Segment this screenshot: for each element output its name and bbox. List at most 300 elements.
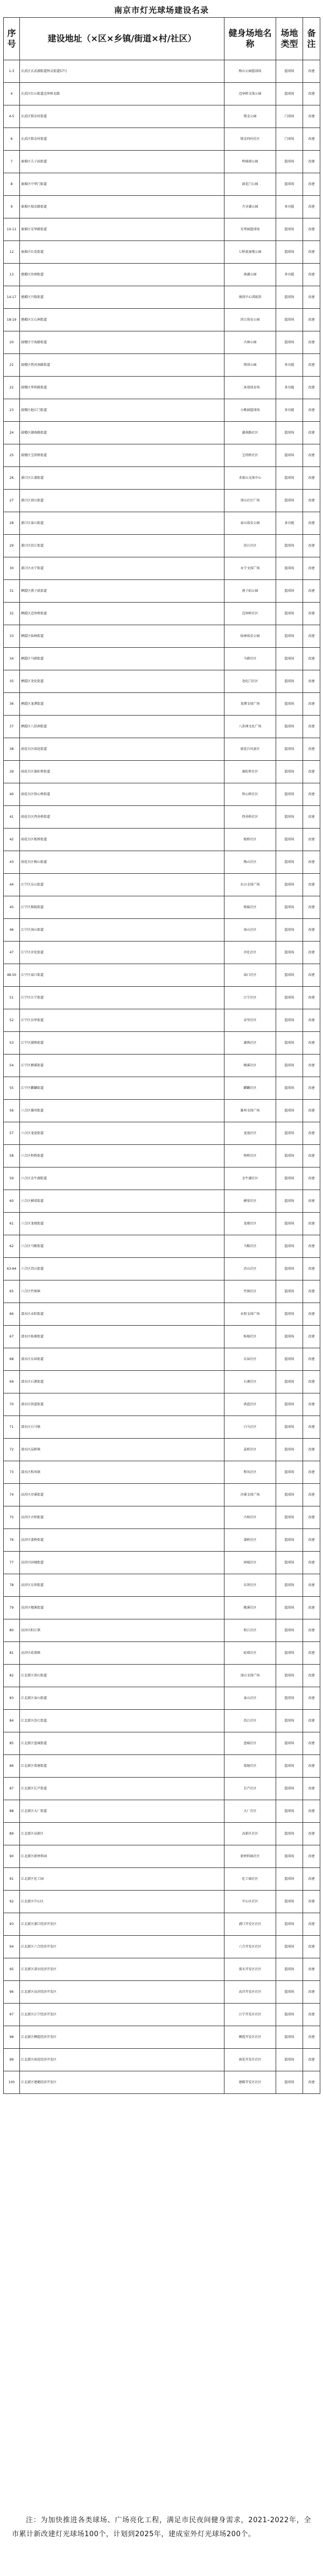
cell-remark: 改建 xyxy=(303,2004,320,2026)
cell-address: 六合区金牛湖街道 xyxy=(20,1167,224,1190)
table-row xyxy=(4,1529,320,1552)
cell-serial: 62 xyxy=(4,1235,20,1258)
table-row xyxy=(4,1213,320,1235)
cell-address: 六合区龙袍街道 xyxy=(20,1213,224,1235)
cell-remark: 改建 xyxy=(303,1552,320,1574)
cell-venue-type: 篮球场 xyxy=(276,309,303,331)
cell-venue-type: 篮球场 xyxy=(276,648,303,670)
cell-venue-type: 篮球场 xyxy=(276,1145,303,1167)
cell-venue-type: 篮球场 xyxy=(276,1755,303,1778)
cell-address: 高淳区淳溪街道 xyxy=(20,1484,224,1506)
cell-address: 栖霞区龙潭街道 xyxy=(20,693,224,716)
cell-venue-name: 龙池社区 xyxy=(224,1122,276,1145)
cell-venue-name: 柘塘社区 xyxy=(224,1326,276,1348)
cell-remark: 改建 xyxy=(303,716,320,738)
table-row xyxy=(4,1823,320,1845)
cell-address: 栖霞区尧化街道 xyxy=(20,670,224,693)
cell-venue-type: 篮球场 xyxy=(276,286,303,309)
cell-venue-name: 顶山社区广场 xyxy=(224,490,276,512)
table-row xyxy=(4,173,320,196)
cell-venue-name: 仙林体育公园 xyxy=(224,625,276,648)
table-row xyxy=(4,1167,320,1190)
cell-venue-name: 马群社区 xyxy=(224,648,276,670)
cell-venue-type: 篮球场 xyxy=(276,151,303,173)
cell-remark: 改建 xyxy=(303,264,320,286)
cell-address: 玄武区锁金村街道 xyxy=(20,105,224,128)
table-row xyxy=(4,1845,320,1868)
cell-address: 江北新区六合经济开发区 xyxy=(20,1936,224,1958)
table-row xyxy=(4,693,320,716)
cell-venue-name: 横梁社区 xyxy=(224,1190,276,1213)
cell-address: 鼓楼区湖南路街道 xyxy=(20,422,224,444)
table-row xyxy=(4,128,320,151)
cell-serial: 61 xyxy=(4,1213,20,1235)
cell-serial: 52 xyxy=(4,1009,20,1032)
cell-venue-name: 明城墙公园 xyxy=(224,151,276,173)
cell-serial: 57 xyxy=(4,1122,20,1145)
cell-remark: 改建 xyxy=(303,738,320,761)
cell-remark: 改建 xyxy=(303,218,320,241)
cell-venue-name: 盘城社区 xyxy=(224,1732,276,1755)
cell-venue-name: 东坝社区 xyxy=(224,1574,276,1597)
cell-venue-type: 篮球场 xyxy=(276,444,303,467)
cell-venue-type: 篮球场 xyxy=(276,829,303,851)
cell-venue-name: 锁金四村社区 xyxy=(224,128,276,151)
cell-venue-name: 八卦洲文化广场 xyxy=(224,716,276,738)
table-row xyxy=(4,467,320,490)
cell-remark: 改建 xyxy=(303,1981,320,2004)
cell-venue-name: 江宁开发区社区 xyxy=(224,2004,276,2026)
cell-address: 鼓楼区宝塔桥街道 xyxy=(20,444,224,467)
cell-serial: 36 xyxy=(4,693,20,716)
table-row xyxy=(4,1439,320,1461)
cell-venue-type: 篮球场 xyxy=(276,1597,303,1619)
cell-venue-name: 沿江社区 xyxy=(224,535,276,557)
cell-address: 江北新区建邺经济开发区 xyxy=(20,2071,224,2094)
cell-venue-name: 奥体中心训练馆 xyxy=(224,286,276,309)
cell-remark: 改建 xyxy=(303,1077,320,1100)
table-row xyxy=(4,716,320,738)
cell-venue-type: 篮球场 xyxy=(276,2026,303,2049)
table-row xyxy=(4,1122,320,1145)
cell-remark: 改建 xyxy=(303,761,320,783)
cell-address: 雨花台区赛虹桥街道 xyxy=(20,761,224,783)
cell-address: 六合区龙池街道 xyxy=(20,1122,224,1145)
cell-venue-type: 篮球场 xyxy=(276,422,303,444)
cell-serial: 21 xyxy=(4,354,20,377)
table-row xyxy=(4,1710,320,1732)
cell-remark: 改建 xyxy=(303,331,320,354)
cell-address: 建邺区兴隆街道 xyxy=(20,286,224,309)
cell-venue-name: 建邺开发区社区 xyxy=(224,2071,276,2094)
table-row xyxy=(4,603,320,625)
header-address: 建设地址（×区×乡镇/街道×村/社区） xyxy=(20,18,224,60)
cell-address: 栖霞区仙林街道 xyxy=(20,625,224,648)
cell-venue-type: 多功能 xyxy=(276,196,303,218)
cell-venue-name: 六合开发区社区 xyxy=(224,1936,276,1958)
cell-venue-name: 固城社区 xyxy=(224,1552,276,1574)
cell-serial: 25 xyxy=(4,444,20,467)
table-row xyxy=(4,1416,320,1439)
cell-venue-name: 绣球公园 xyxy=(224,354,276,377)
cell-venue-type: 篮球场 xyxy=(276,942,303,964)
cell-serial: 56 xyxy=(4,1100,20,1122)
cell-address: 江宁区淳化街道 xyxy=(20,942,224,964)
cell-serial: 6 xyxy=(4,128,20,151)
cell-remark: 改建 xyxy=(303,1574,320,1597)
cell-address: 建邺区沙洲街道 xyxy=(20,264,224,286)
cell-venue-type: 篮球场 xyxy=(276,467,303,490)
cell-venue-type: 篮球场 xyxy=(276,1958,303,1981)
cell-venue-name: 迈皋桥文体公园 xyxy=(224,83,276,105)
header-venue-type: 场地类型 xyxy=(276,18,303,60)
cell-serial: 79 xyxy=(4,1597,20,1619)
table-row xyxy=(4,1574,320,1597)
cell-remark: 改建 xyxy=(303,1823,320,1845)
cell-address: 鼓楼区华侨路街道 xyxy=(20,377,224,399)
cell-venue-type: 篮球场 xyxy=(276,716,303,738)
table-row xyxy=(4,670,320,693)
table-row xyxy=(4,512,320,535)
cell-serial: 71 xyxy=(4,1416,20,1439)
cell-address: 浦口区泰山街道 xyxy=(20,512,224,535)
cell-venue-name: 马鞍社区 xyxy=(224,1235,276,1258)
cell-venue-type: 篮球场 xyxy=(276,1213,303,1235)
cell-address: 玄武区玄武湖街道钟灵街道57号 xyxy=(20,60,224,83)
cell-remark: 改建 xyxy=(303,1258,320,1280)
cell-remark: 改建 xyxy=(303,1348,320,1371)
cell-remark: 改建 xyxy=(303,829,320,851)
cell-venue-name: 顶山文体广场 xyxy=(224,1665,276,1687)
cell-serial: 96 xyxy=(4,1981,20,2004)
cell-address: 江北新区大厂街道 xyxy=(20,1800,224,1823)
cell-serial: 81 xyxy=(4,1642,20,1665)
table-row xyxy=(4,1393,320,1416)
cell-venue-type: 篮球场 xyxy=(276,557,303,580)
cell-venue-name: 麒麟社区 xyxy=(224,1077,276,1100)
cell-address: 溧水区东屏街道 xyxy=(20,1348,224,1371)
cell-remark: 改建 xyxy=(303,625,320,648)
cell-address: 浦口区江浦街道 xyxy=(20,467,224,490)
cell-address: 江宁区东山街道 xyxy=(20,874,224,896)
cell-venue-name: 梅山社区 xyxy=(224,851,276,874)
cell-address: 六合区冶山街道 xyxy=(20,1258,224,1280)
cell-serial: 28 xyxy=(4,512,20,535)
table-row xyxy=(4,218,320,241)
cell-serial: 75 xyxy=(4,1506,20,1529)
cell-venue-type: 篮球场 xyxy=(276,331,303,354)
cell-address: 江北新区江宁经济开发区 xyxy=(20,2004,224,2026)
table-row xyxy=(4,580,320,603)
cell-venue-name: 湖南路社区 xyxy=(224,422,276,444)
cell-venue-name: 谷里社区 xyxy=(224,1009,276,1032)
cell-serial: 78 xyxy=(4,1574,20,1597)
cell-venue-type: 篮球场 xyxy=(276,1687,303,1710)
cell-venue-name: 阳江社区 xyxy=(224,1619,276,1642)
cell-address: 六合区程桥街道 xyxy=(20,1145,224,1167)
cell-venue-name: 汤山社区 xyxy=(224,919,276,942)
cell-serial: 38 xyxy=(4,738,20,761)
cell-remark: 改建 xyxy=(303,1642,320,1665)
header-venue-name: 健身场地名称 xyxy=(224,18,276,60)
table-row xyxy=(4,1936,320,1958)
cell-remark: 改建 xyxy=(303,1665,320,1687)
court-list-table xyxy=(3,17,320,2094)
table-row xyxy=(4,1371,320,1393)
cell-serial: 66 xyxy=(4,1303,20,1326)
cell-serial: 41 xyxy=(4,806,20,829)
cell-serial: 63-64 xyxy=(4,1258,20,1280)
table-row xyxy=(4,2049,320,2071)
table-row xyxy=(4,761,320,783)
cell-venue-type: 篮球场 xyxy=(276,1303,303,1326)
cell-address: 江北新区化工园 xyxy=(20,1868,224,1891)
cell-venue-name: 雨花台风景区 xyxy=(224,738,276,761)
table-row xyxy=(4,829,320,851)
cell-address: 江北新区溧水经济开发区 xyxy=(20,1958,224,1981)
table-row xyxy=(4,1100,320,1122)
cell-venue-name: 南湖公园 xyxy=(224,264,276,286)
cell-serial: 92 xyxy=(4,1891,20,1913)
document-title: 南京市灯光球场建设名录 xyxy=(114,5,209,15)
cell-serial: 95 xyxy=(4,1958,20,1981)
cell-address: 雨花台区西善桥街道 xyxy=(20,806,224,829)
cell-venue-name: 雨花门公园 xyxy=(224,173,276,196)
cell-serial: 88 xyxy=(4,1800,20,1823)
table-row xyxy=(4,151,320,173)
cell-address: 栖霞区迈皋桥街道 xyxy=(20,603,224,625)
cell-address: 溧水区和凤镇 xyxy=(20,1461,224,1484)
cell-venue-name: 程桥社区 xyxy=(224,1145,276,1167)
table-row xyxy=(4,1800,320,1823)
cell-address: 高淳区桠溪街道 xyxy=(20,1597,224,1619)
cell-address: 江北新区浦口经济开发区 xyxy=(20,1913,224,1936)
table-row xyxy=(4,377,320,399)
cell-venue-name: 月牙湖公园 xyxy=(224,196,276,218)
cell-remark: 改建 xyxy=(303,806,320,829)
table-row xyxy=(4,309,320,331)
cell-venue-name: 白马社区 xyxy=(224,1416,276,1439)
cell-venue-name: 石湫社区 xyxy=(224,1371,276,1393)
cell-serial: 76 xyxy=(4,1529,20,1552)
cell-remark: 改建 xyxy=(303,1326,320,1348)
cell-remark: 改建 xyxy=(303,60,320,83)
cell-remark: 改建 xyxy=(303,964,320,987)
cell-serial: 87 xyxy=(4,1778,20,1800)
cell-remark: 改建 xyxy=(303,987,320,1009)
cell-address: 栖霞区燕子矶街道 xyxy=(20,580,224,603)
cell-venue-type: 篮球场 xyxy=(276,1280,303,1303)
cell-serial: 94 xyxy=(4,1936,20,1958)
table-row xyxy=(4,1868,320,1891)
cell-address: 栖霞区八卦洲街道 xyxy=(20,716,224,738)
cell-venue-name: 金牛湖社区 xyxy=(224,1167,276,1190)
cell-address: 雨花台区铁心桥街道 xyxy=(20,783,224,806)
cell-venue-type: 篮球场 xyxy=(276,874,303,896)
cell-venue-name: 溧水开发区社区 xyxy=(224,1958,276,1981)
cell-address: 江宁区横溪街道 xyxy=(20,1055,224,1077)
cell-venue-type: 门球场 xyxy=(276,105,303,128)
table-body xyxy=(4,60,320,2094)
cell-venue-name: 求雨山文体中心 xyxy=(224,467,276,490)
cell-serial: 93 xyxy=(4,1913,20,1936)
cell-address: 雨花台区梅山街道 xyxy=(20,851,224,874)
cell-address: 玄武区锁金村街道 xyxy=(20,128,224,151)
cell-remark: 改建 xyxy=(303,1280,320,1303)
cell-serial: 77 xyxy=(4,1552,20,1574)
cell-venue-name: 大厂社区 xyxy=(224,1800,276,1823)
cell-venue-name: 古柏社区 xyxy=(224,1506,276,1529)
cell-venue-name: 湖熟社区 xyxy=(224,1032,276,1055)
cell-remark: 改建 xyxy=(303,1439,320,1461)
cell-remark: 改建 xyxy=(303,1145,320,1167)
table-row xyxy=(4,1258,320,1280)
table-row xyxy=(4,874,320,896)
table-row xyxy=(4,60,320,83)
cell-venue-name: 横溪社区 xyxy=(224,1055,276,1077)
cell-venue-type: 篮球场 xyxy=(276,1258,303,1280)
cell-venue-type: 篮球场 xyxy=(276,535,303,557)
cell-address: 秦淮区夫子庙街道 xyxy=(20,151,224,173)
cell-address: 江宁区秣陵街道 xyxy=(20,896,224,919)
cell-venue-name: 永阳文体广场 xyxy=(224,1303,276,1326)
cell-address: 江宁区湖熟街道 xyxy=(20,1032,224,1055)
cell-venue-type: 篮球场 xyxy=(276,1348,303,1371)
cell-serial: 12 xyxy=(4,241,20,264)
table-row xyxy=(4,1484,320,1506)
cell-remark: 改建 xyxy=(303,783,320,806)
cell-venue-type: 篮球场 xyxy=(276,761,303,783)
table-row xyxy=(4,919,320,942)
cell-venue-name: 冶山社区 xyxy=(224,1258,276,1280)
cell-venue-name: 七桥瓮湿地公园 xyxy=(224,241,276,264)
cell-remark: 改建 xyxy=(303,535,320,557)
table-row xyxy=(4,1552,320,1574)
table-row xyxy=(4,1145,320,1167)
cell-serial: 65 xyxy=(4,1280,20,1303)
cell-address: 秦淮区红花街道 xyxy=(20,241,224,264)
cell-address: 江宁区谷里街道 xyxy=(20,1009,224,1032)
cell-remark: 改建 xyxy=(303,1213,320,1235)
cell-remark: 改建 xyxy=(303,309,320,331)
table-row xyxy=(4,1642,320,1665)
cell-venue-name: 栖霞开发区社区 xyxy=(224,2026,276,2049)
cell-remark: 改建 xyxy=(303,1710,320,1732)
cell-serial: 97 xyxy=(4,2004,20,2026)
cell-serial: 59 xyxy=(4,1167,20,1190)
cell-address: 秦淮区瑞金路街道 xyxy=(20,196,224,218)
cell-venue-name: 晶桥社区 xyxy=(224,1439,276,1461)
cell-venue-type: 篮球场 xyxy=(276,1913,303,1936)
cell-address: 江宁区禄口街道 xyxy=(20,964,224,987)
table-row xyxy=(4,625,320,648)
cell-venue-type: 篮球场 xyxy=(276,490,303,512)
cell-remark: 改建 xyxy=(303,603,320,625)
cell-remark: 改建 xyxy=(303,173,320,196)
cell-remark: 改建 xyxy=(303,1100,320,1122)
cell-serial: 60 xyxy=(4,1190,20,1213)
cell-remark: 改建 xyxy=(303,1936,320,1958)
cell-address: 浦口区永宁街道 xyxy=(20,557,224,580)
cell-venue-name: 竹镇社区 xyxy=(224,1280,276,1303)
cell-venue-name: 漆桥社区 xyxy=(224,1529,276,1552)
cell-venue-name: 梅山公园篮球场 xyxy=(224,60,276,83)
cell-serial: 51 xyxy=(4,987,20,1009)
header-remark: 备注 xyxy=(303,18,320,60)
cell-remark: 改建 xyxy=(303,1303,320,1326)
cell-serial: 23 xyxy=(4,399,20,422)
cell-address: 高淳区固城街道 xyxy=(20,1552,224,1574)
cell-venue-type: 篮球场 xyxy=(276,173,303,196)
cell-venue-name: 东屏社区 xyxy=(224,1348,276,1371)
cell-venue-type: 篮球场 xyxy=(276,1077,303,1100)
cell-address: 六合区雄州街道 xyxy=(20,1100,224,1122)
table-row xyxy=(4,1326,320,1348)
cell-address: 溧水区柘塘街道 xyxy=(20,1326,224,1348)
cell-venue-type: 篮球场 xyxy=(276,1710,303,1732)
table-row xyxy=(4,105,320,128)
cell-remark: 改建 xyxy=(303,1393,320,1416)
table-row xyxy=(4,196,320,218)
cell-venue-type: 篮球场 xyxy=(276,693,303,716)
cell-venue-name: 葛塘社区 xyxy=(224,1755,276,1778)
cell-address: 江北新区泰山街道 xyxy=(20,1687,224,1710)
cell-remark: 改建 xyxy=(303,2026,320,2049)
cell-venue-name: 江宁社区 xyxy=(224,987,276,1009)
cell-venue-name: 东山文体广场 xyxy=(224,874,276,896)
cell-serial: 32 xyxy=(4,603,20,625)
cell-remark: 改建 xyxy=(303,1732,320,1755)
cell-address: 六合区马鞍街道 xyxy=(20,1235,224,1258)
cell-venue-type: 篮球场 xyxy=(276,1574,303,1597)
cell-venue-name: 淳溪文体广场 xyxy=(224,1484,276,1506)
cell-venue-type: 篮球场 xyxy=(276,603,303,625)
table-row xyxy=(4,535,320,557)
cell-address: 高淳区阳江镇 xyxy=(20,1619,224,1642)
cell-remark: 改建 xyxy=(303,1687,320,1710)
cell-address: 江北新区长芦街道 xyxy=(20,1778,224,1800)
cell-address: 鼓楼区宁海路街道 xyxy=(20,331,224,354)
cell-venue-name: 尧化门社区 xyxy=(224,670,276,693)
cell-remark: 改建 xyxy=(303,1484,320,1506)
cell-serial: 67 xyxy=(4,1326,20,1348)
cell-venue-name: 桠溪社区 xyxy=(224,1597,276,1619)
cell-serial: 68 xyxy=(4,1348,20,1371)
cell-venue-name: 和凤社区 xyxy=(224,1461,276,1484)
table-row xyxy=(4,987,320,1009)
cell-remark: 改建 xyxy=(303,693,320,716)
cell-venue-name: 古林公园 xyxy=(224,331,276,354)
cell-address: 建邺区江心洲街道 xyxy=(20,309,224,331)
cell-serial: 13 xyxy=(4,264,20,286)
cell-serial: 1-3 xyxy=(4,60,20,83)
cell-remark: 改建 xyxy=(303,1055,320,1077)
cell-remark: 改建 xyxy=(303,1778,320,1800)
cell-venue-type: 篮球场 xyxy=(276,896,303,919)
cell-address: 江北新区栖霞经济开发区 xyxy=(20,2026,224,2049)
cell-serial: 33 xyxy=(4,625,20,648)
cell-address: 秦淮区光华路街道 xyxy=(20,218,224,241)
cell-venue-type: 多功能 xyxy=(276,264,303,286)
cell-venue-type: 篮球场 xyxy=(276,1009,303,1032)
table-row xyxy=(4,557,320,580)
cell-serial: 45 xyxy=(4,896,20,919)
cell-venue-name: 龙潭文体广场 xyxy=(224,693,276,716)
table-row xyxy=(4,444,320,467)
cell-serial: 85 xyxy=(4,1732,20,1755)
cell-remark: 改建 xyxy=(303,467,320,490)
cell-address: 玄武区红山街道迈皋桥北路 xyxy=(20,83,224,105)
